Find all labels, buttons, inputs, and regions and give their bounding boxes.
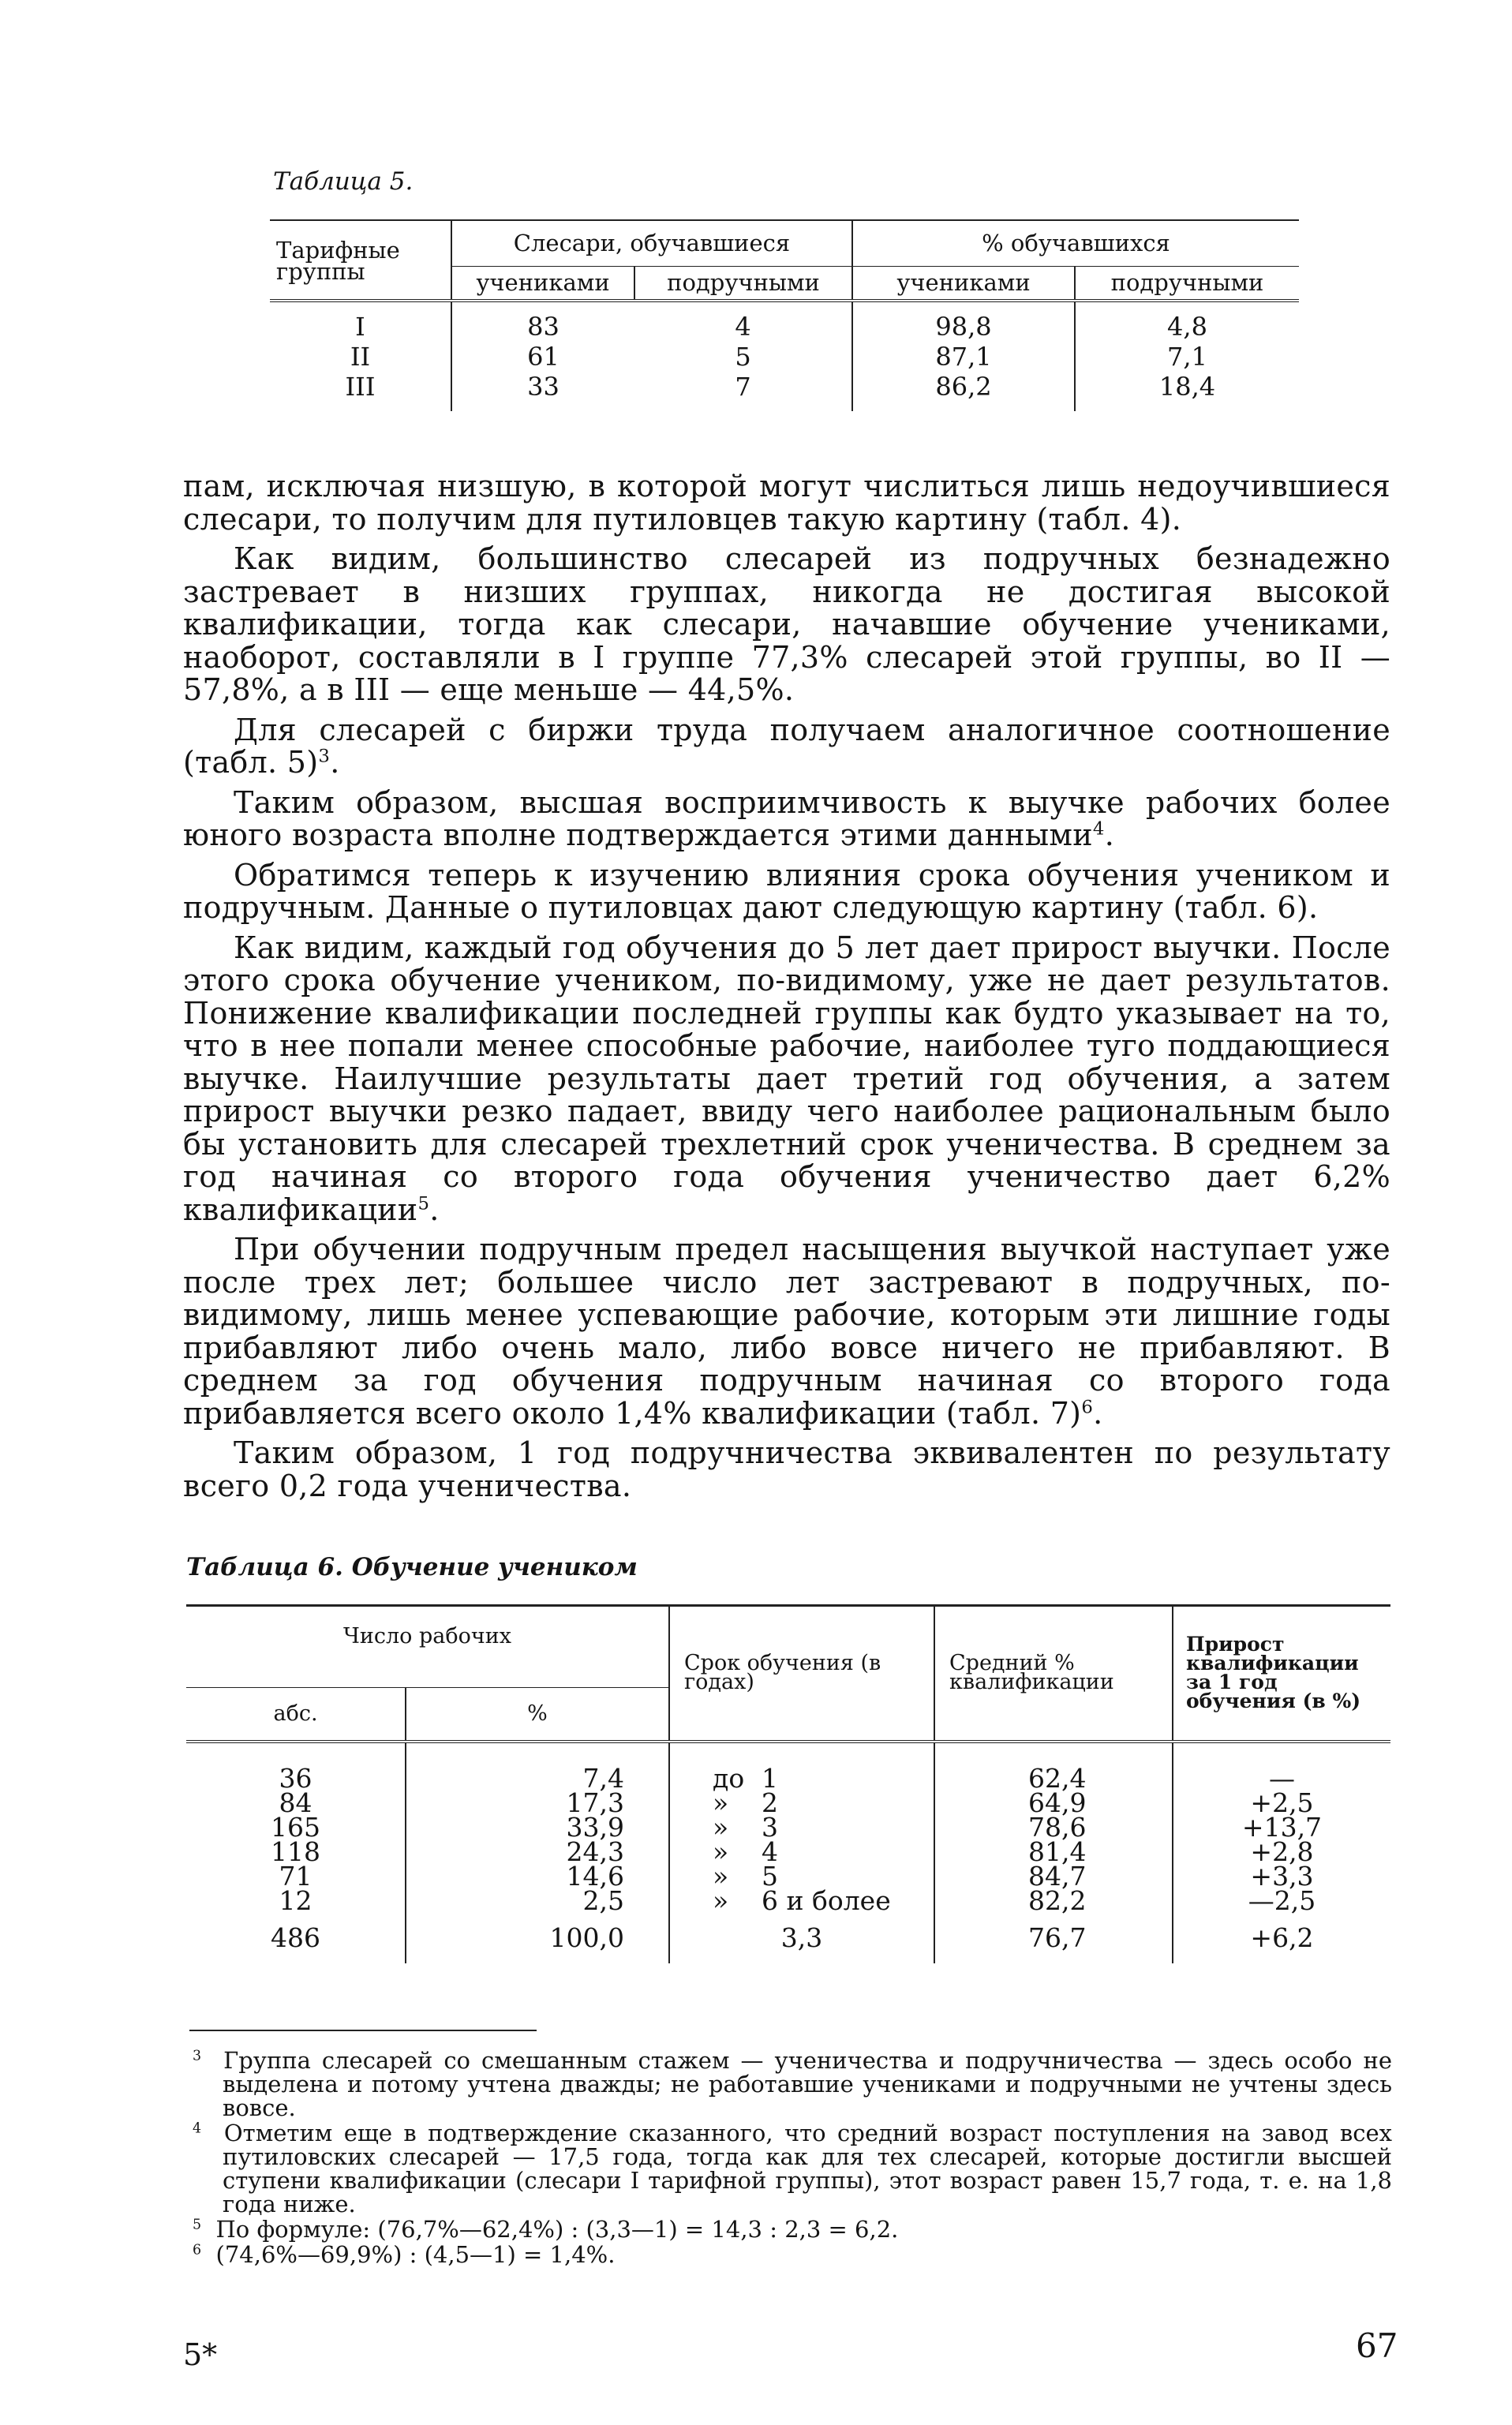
paragraph: При обучении подручным предел насыщения выучкой наступает уже после трех лет; большее число лет застревают в подручных, по-видимому, лишь менее успевающие рабочие, которым эти лишние годы прибавляют либо очень мало, либо вовсе ничего не прибавляют. В среднем за год обучения подручным начиная со второго года прибавляется всего около 1,4% квалификации (табл. 7)$^6$. — [183, 1232, 1390, 1431]
table6-cell: 78,6 — [934, 1815, 1173, 1839]
body-text — [183, 470, 1390, 1503]
table5 — [270, 219, 1299, 411]
paragraph: Обратимся теперь к изучению влияния срока обучения учеником и подручным. Данные о путиловцах дают следующую картину (табл. 6). — [183, 857, 1390, 925]
table6-cell: —2,5 — [1173, 1888, 1390, 1913]
table6-header-workers: Число рабочих — [186, 1606, 669, 1688]
table6-header-term: Срок обучения (в годах) — [669, 1606, 934, 1742]
table6-cell: +13,7 — [1173, 1815, 1390, 1839]
table6-total: 3,3 — [669, 1913, 934, 1963]
table6-cell: 36 — [279, 1762, 313, 1794]
paragraph: Как видим, каждый год обучения до 5 лет дает прирост выучки. После этого срока обучение учеником, по-видимому, уже не дает результатов. Понижение квалификации последней группы как будто указывает на то, что в нее попали менее способные рабочие, наиболее туго поддающиеся выучке. Наилучшие результаты дает третий год обучения, а затем прирост выучки резко падает, ввиду чего наиболее рациональным было бы установить для слесарей трехлетний срок ученичества. В среднем за год начиная со второго года обучения ученичество дает 6,2% квалификации$^5$. — [183, 930, 1390, 1227]
table6-cell: 165 — [271, 1811, 320, 1843]
table6-cell: » 6 и более — [669, 1888, 934, 1913]
table5-cell: 33 — [451, 372, 634, 411]
table5-header-apprentice: учениками — [451, 266, 634, 301]
table5-header-group: Тарифные группы — [270, 220, 451, 301]
page-signature: 5* — [183, 2337, 218, 2372]
table6-cell: » 2 — [669, 1791, 934, 1815]
table5-cell: 7,1 — [1075, 342, 1299, 372]
table6-header-pct: % — [406, 1688, 669, 1742]
table5-cell: 7 — [735, 372, 751, 402]
paragraph: Для слесарей с биржи труда получаем аналогичное соотношение (табл. 5)$^3$. — [183, 712, 1390, 780]
table6-cell: 7,4 — [406, 1742, 669, 1791]
table6-cell: — — [1173, 1742, 1390, 1791]
table5-cell: 87,1 — [852, 342, 1075, 372]
table5-cell: 18,4 — [1075, 372, 1299, 411]
table6-cell: » 3 — [669, 1815, 934, 1839]
table6-cell: 64,9 — [934, 1791, 1173, 1815]
table6-cell: +2,5 — [1173, 1791, 1390, 1815]
footnote-ref: 3 — [318, 746, 331, 767]
table5-cell: II — [350, 342, 371, 372]
table5-cell: 5 — [735, 342, 751, 372]
paragraph: пам, исключая низшую, в которой могут числиться лишь недоучившиеся слесари, то получим для путиловцев такую картину (табл. 4). — [183, 469, 1390, 537]
table5-cell: 4 — [735, 312, 751, 342]
table6-total: 100,0 — [406, 1913, 669, 1963]
table6-cell: 14,6 — [406, 1864, 669, 1888]
footnote: $^5$ По формуле: (76,7%—62,4%) : (3,3—1) = 14,3 : 2,3 = 6,2. — [193, 2216, 899, 2243]
table6-cell: +2,8 — [1173, 1839, 1390, 1864]
table6-header-abs: абс. — [186, 1688, 406, 1742]
table6-cell: 84 — [279, 1787, 313, 1818]
table6-cell: » 5 — [669, 1864, 934, 1888]
table6-cell: 84,7 — [934, 1864, 1173, 1888]
table6 — [186, 1604, 1390, 1963]
footnote-ref: 6 — [1081, 1396, 1094, 1417]
table6-cell: 33,9 — [406, 1815, 669, 1839]
table5-header-locksmiths: Слесари, обучавшиеся — [451, 220, 852, 266]
table6-total: 486 — [271, 1922, 320, 1953]
table5-header-pct-apprentice: учениками — [852, 266, 1075, 301]
table6-cell: до 1 — [669, 1742, 934, 1791]
table5-caption: Таблица 5. — [273, 167, 414, 196]
table6-header-growth: Прирост квалификации за 1 год обучения (в %) — [1173, 1606, 1390, 1742]
footnotes — [193, 2049, 1392, 2268]
footnote-ref: 5 — [417, 1192, 430, 1214]
table6-cell: 17,3 — [406, 1791, 669, 1815]
table5-cell: 61 — [451, 342, 634, 372]
table5-cell: 83 — [451, 301, 634, 342]
footnote: $^4$ Отметим еще в подтверждение сказанного, что средний возраст поступления на завод всех путиловских слесарей — 17,5 года, тогда как для тех слесарей, которые достигли высшей ступени квалификации (слесари I тарифной группы), этот возраст равен 15,7 года, т. е. на 1,8 года ниже. — [193, 2120, 1392, 2217]
table6-cell: 62,4 — [934, 1742, 1173, 1791]
table5-header-pct-helper: подручными — [1075, 266, 1299, 301]
footnote-divider — [189, 2030, 537, 2031]
page-number: 67 — [1356, 2326, 1398, 2365]
table6-cell: 2,5 — [406, 1888, 669, 1913]
table6-cell: 12 — [279, 1884, 313, 1916]
table5-cell: I — [355, 312, 365, 342]
table6-total: +6,2 — [1173, 1913, 1390, 1963]
table5-header-helper: подручными — [634, 266, 852, 301]
table5-header-percent: % обучавшихся — [852, 220, 1299, 266]
paragraph: Таким образом, 1 год подручничества эквивалентен по результату всего 0,2 года ученичества. — [183, 1435, 1390, 1503]
table6-cell: 118 — [271, 1836, 320, 1867]
table5-cell: 4,8 — [1075, 301, 1299, 342]
table6-cell: +3,3 — [1173, 1864, 1390, 1888]
footnote-ref: 4 — [1092, 818, 1105, 840]
table6-header-avg: Средний % квалификации — [934, 1606, 1173, 1742]
table6-cell: 71 — [279, 1860, 313, 1892]
table6-caption: Таблица 6. Обучение учеником — [186, 1553, 638, 1581]
footnote: $^6$ (74,6%—69,9%) : (4,5—1) = 1,4%. — [193, 2241, 616, 2268]
paragraph: Как видим, большинство слесарей из подручных безнадежно застревает в низших группах, никогда не достигая высокой квалификации, тогда как слесари, начавшие обучение учениками, наоборот, составляли в I группе 77,3% слесарей этой группы, во II — 57,8%, а в III — еще меньше — 44,5%. — [183, 541, 1390, 707]
table6-total: 76,7 — [934, 1913, 1173, 1963]
footnote: $^3$ Группа слесарей со смешанным стажем — ученичества и подручничества — здесь особо не выделена и потому учтена дважды; не работавшие учениками и подручными не учтены здесь вовсе. — [193, 2047, 1392, 2121]
paragraph: Таким образом, высшая восприимчивость к выучке рабочих более юного возраста вполне подтверждается этими данными$^4$. — [183, 784, 1390, 852]
table6-cell: 81,4 — [934, 1839, 1173, 1864]
table6-cell: 82,2 — [934, 1888, 1173, 1913]
table6-cell: » 4 — [669, 1839, 934, 1864]
table5-cell: 86,2 — [852, 372, 1075, 411]
table5-cell: 98,8 — [852, 301, 1075, 342]
table5-cell: III — [345, 372, 376, 402]
table6-cell: 24,3 — [406, 1839, 669, 1864]
